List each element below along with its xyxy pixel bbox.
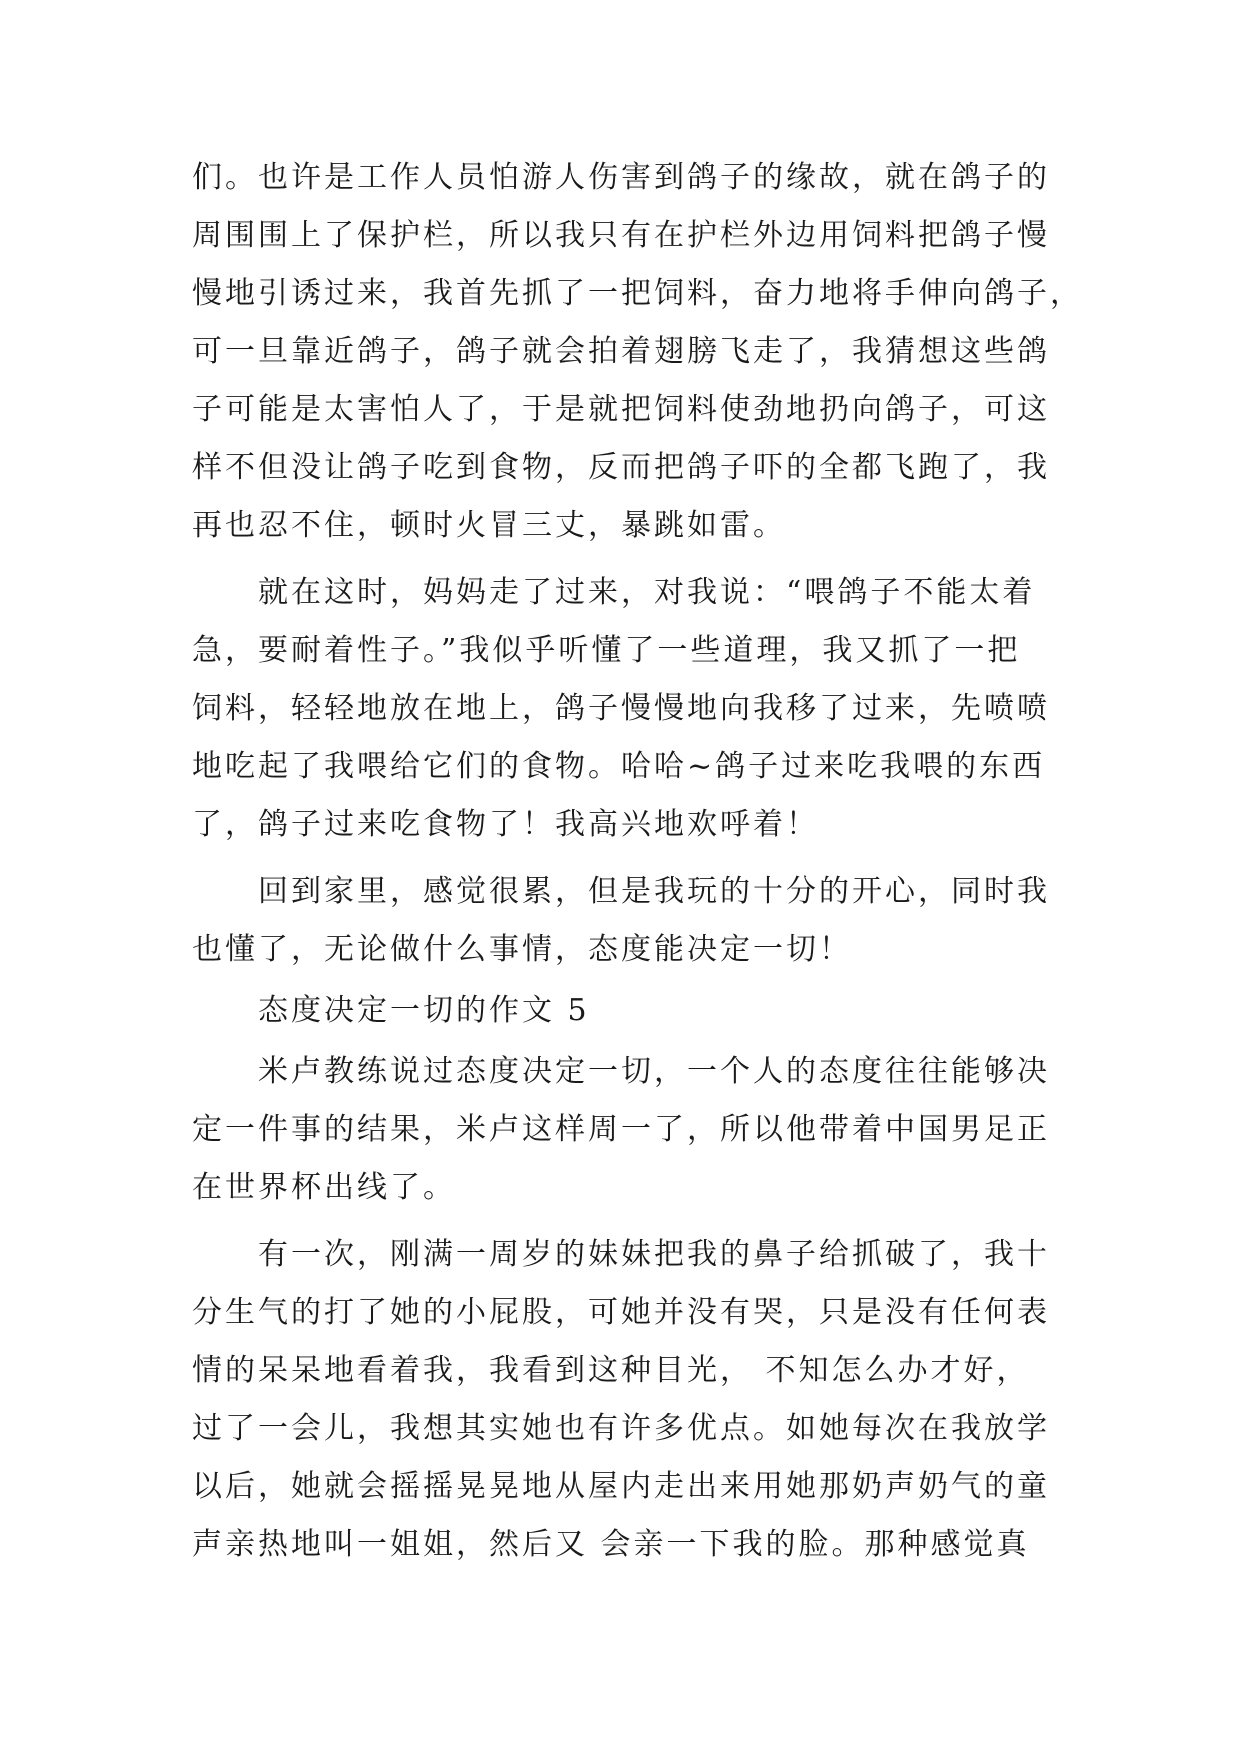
text-line: 定一件事的结果，米卢这样周一了，所以他带着中国男足正 — [192, 1112, 1050, 1147]
text-line: 回到家里，感觉很累，但是我玩的十分的开心，同时我 — [192, 874, 1050, 909]
text-line: 慢地引诱过来，我首先抓了一把饲料，奋力地将手伸向鸽子， — [192, 276, 1083, 311]
text-line: 过了一会儿，我想其实她也有许多优点。如她每次在我放学 — [192, 1411, 1050, 1446]
text-line: 也懂了，无论做什么事情，态度能决定一切！ — [192, 932, 852, 967]
text-line: 们。也许是工作人员怕游人伤害到鸽子的缘故，就在鸽子的 — [192, 160, 1050, 195]
document-body — [192, 158, 1083, 1565]
text-line: 周围围上了保护栏，所以我只有在护栏外边用饲料把鸽子慢 — [192, 218, 1050, 253]
text-line: 了，鸽子过来吃食物了！我高兴地欢呼着！ — [192, 807, 819, 842]
text-line: 就在这时，妈妈走了过来，对我说：“喂鸽子不能太着 — [192, 575, 1036, 610]
text-line: 样不但没让鸽子吃到食物，反而把鸽子吓的全都飞跑了，我 — [192, 450, 1050, 485]
text-line: 情的呆呆地看着我，我看到这种目光， 不知怎么办才好， — [192, 1353, 1030, 1388]
text-line: 再也忍不住，顿时火冒三丈，暴跳如雷。 — [192, 508, 786, 543]
text-line: 有一次，刚满一周岁的妹妹把我的鼻子给抓破了，我十 — [192, 1237, 1050, 1272]
text-line: 子可能是太害怕人了，于是就把饲料使劲地扔向鸽子，可这 — [192, 392, 1050, 427]
text-line: 可一旦靠近鸽子，鸽子就会拍着翅膀飞走了，我猜想这些鸽 — [192, 334, 1050, 369]
text-line: 急，要耐着性子。”我似乎听懂了一些道理，我又抓了一把 — [192, 633, 1021, 668]
text-line: 饲料，轻轻地放在地上，鸽子慢慢地向我移了过来，先喷喷 — [192, 691, 1050, 726]
text-line: 地吃起了我喂给它们的食物。哈哈~鸽子过来吃我喂的东西 — [192, 749, 1046, 784]
text-line: 在世界杯出线了。 — [192, 1170, 456, 1205]
text-line: 分生气的打了她的小屁股，可她并没有哭，只是没有任何表 — [192, 1295, 1050, 1330]
section-heading: 态度决定一切的作文 5 — [192, 993, 590, 1028]
text-line: 以后，她就会摇摇晃晃地从屋内走出来用她那奶声奶气的童 — [192, 1469, 1050, 1504]
text-line: 米卢教练说过态度决定一切，一个人的态度往往能够决 — [192, 1054, 1050, 1089]
text-line: 声亲热地叫一姐姐，然后又 会亲一下我的脸。那种感觉真 — [192, 1527, 1030, 1562]
